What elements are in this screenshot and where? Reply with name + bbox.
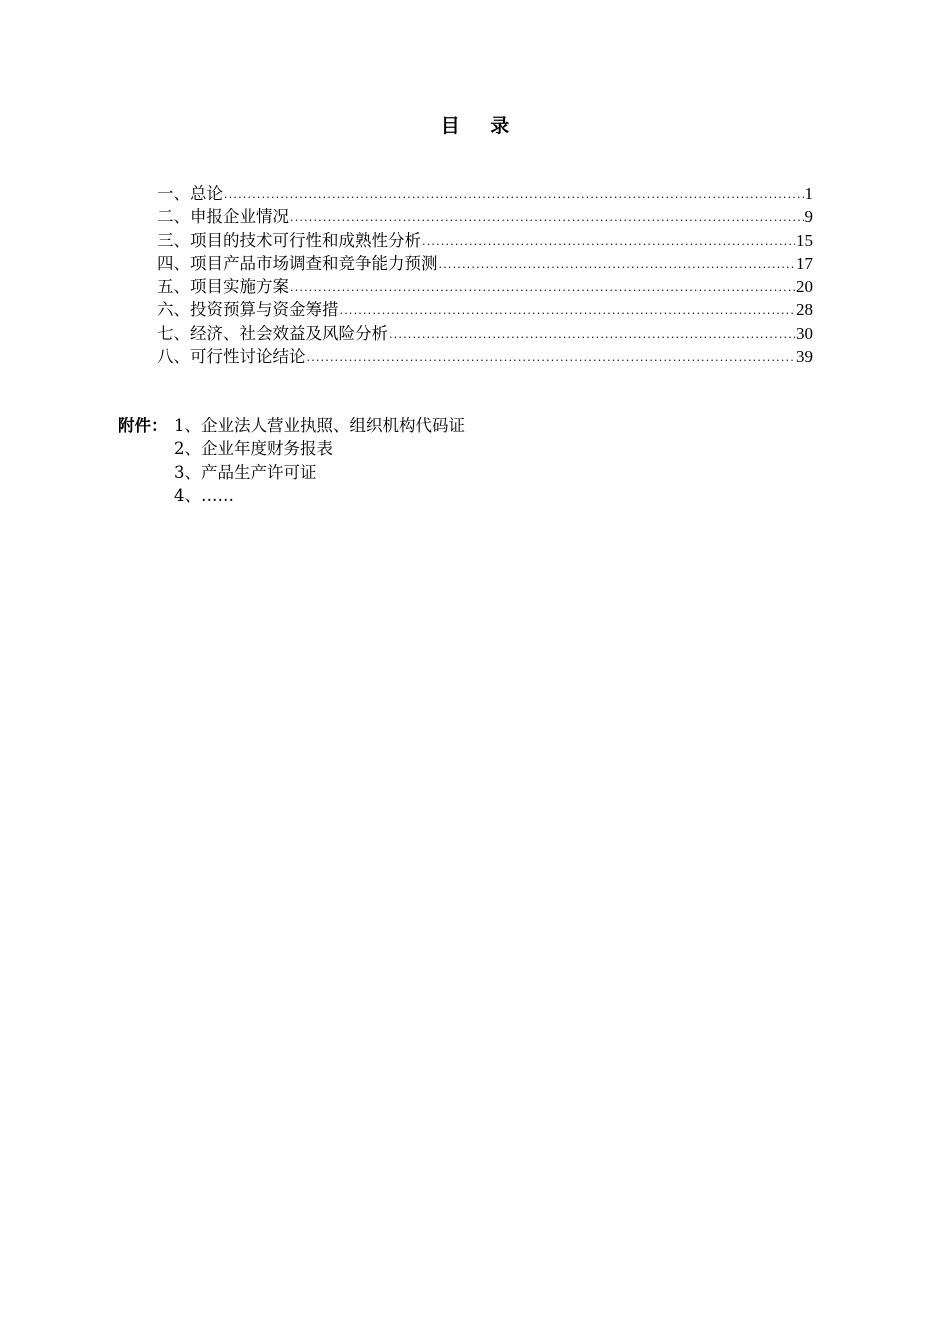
toc-entry-label: 五、项目实施方案 (157, 277, 289, 297)
toc-entry-label: 二、申报企业情况 (157, 207, 289, 227)
toc-dot-leader (290, 206, 804, 229)
toc-entry-page-number: 17 (796, 253, 813, 273)
toc-dot-leader (340, 299, 796, 322)
attachment-item: 3、产品生产许可证 (174, 462, 317, 482)
toc-entry-page-number: 1 (804, 184, 813, 203)
attachment-indent (118, 461, 174, 484)
toc-entry[interactable] (157, 322, 813, 345)
toc-entry-label: 一、总论 (157, 184, 223, 203)
toc-dot-leader (439, 253, 796, 276)
toc-entry[interactable] (157, 229, 813, 252)
toc-entry-page-number: 9 (804, 207, 813, 227)
toc-dot-leader (389, 323, 795, 346)
attachments-heading: 附件： (118, 416, 168, 435)
toc-entry-label: 八、可行性讨论结论 (157, 347, 306, 367)
toc-entry-page-number: 30 (796, 323, 813, 343)
toc-dot-leader (422, 230, 795, 253)
attachment-item: 4、…… (174, 485, 234, 505)
toc-entry-page-number: 39 (796, 347, 813, 367)
toc-entry[interactable] (157, 182, 813, 205)
toc-title: 目 录 (440, 115, 522, 137)
attachments-section (118, 414, 465, 507)
attachment-row (118, 461, 465, 484)
attachment-row (118, 414, 465, 437)
toc-entry[interactable] (157, 205, 813, 228)
toc-entry[interactable] (157, 345, 813, 368)
toc-entry[interactable] (157, 252, 813, 275)
toc-entry-label: 四、项目产品市场调查和竞争能力预测 (157, 253, 438, 273)
toc-entry[interactable] (157, 298, 813, 321)
toc-entry-label: 七、经济、社会效益及风险分析 (157, 323, 388, 343)
table-of-contents (157, 182, 813, 368)
attachment-item: 2、企业年度财务报表 (174, 439, 333, 459)
toc-entry-page-number: 15 (796, 230, 813, 250)
attachment-row (118, 484, 465, 507)
toc-dot-leader (307, 346, 796, 369)
attachment-indent (118, 484, 174, 507)
toc-entry[interactable] (157, 275, 813, 298)
attachment-indent (118, 437, 174, 460)
toc-entry-page-number: 20 (796, 277, 813, 297)
toc-entry-label: 六、投资预算与资金筹措 (157, 300, 339, 320)
toc-entry-label: 三、项目的技术可行性和成熟性分析 (157, 230, 421, 250)
attachment-item: 1、企业法人营业执照、组织机构代码证 (174, 416, 465, 435)
toc-entry-page-number: 28 (796, 300, 813, 320)
toc-dot-leader (290, 276, 795, 299)
attachment-row (118, 437, 465, 460)
toc-dot-leader (224, 183, 804, 206)
